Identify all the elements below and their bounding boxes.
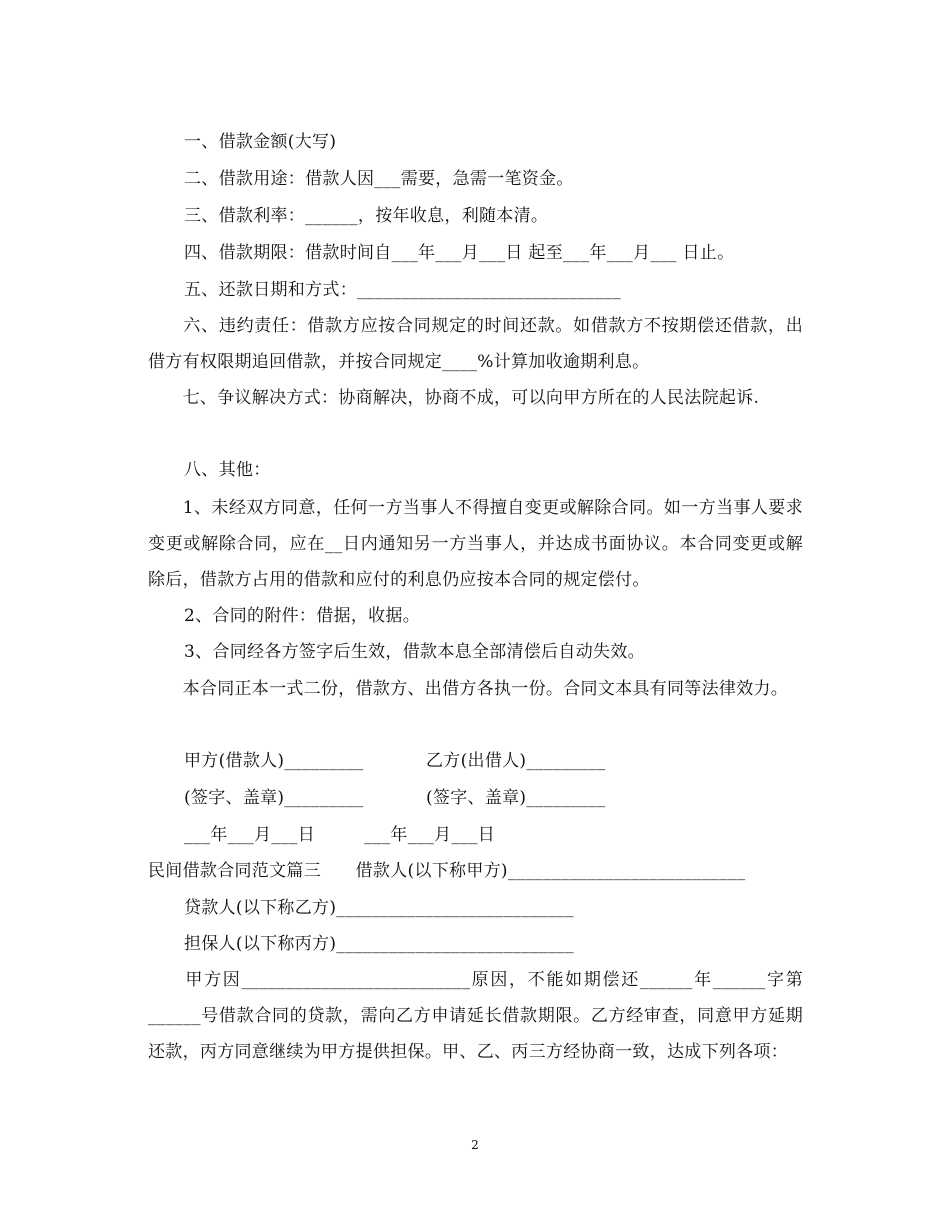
- clause-repayment: 五、还款日期和方式：______________________________: [184, 280, 621, 300]
- clause-others-3: 3、合同经各方签字后生效，借款本息全部清偿后自动失效。: [184, 642, 645, 662]
- party-a-signature: 甲方(借款人)_________: [184, 751, 364, 771]
- party-a-seal: (签字、盖章)_________: [184, 788, 364, 808]
- clause-copies: 本合同正本一式二份，借款方、出借方各执一份。合同文本具有同等法律效力。: [148, 679, 789, 699]
- party-b-date: ___年___月___日: [364, 825, 496, 845]
- clause-others-2: 2、合同的附件：借据，收据。: [184, 606, 421, 626]
- section-three-heading: 民间借款合同范文篇三 借款人(以下称甲方)___________________________: [148, 861, 746, 881]
- lender-line: 贷款人(以下称乙方)___________________________: [184, 898, 574, 918]
- guarantor-line: 担保人(以下称丙方)___________________________: [184, 934, 574, 954]
- party-b-seal: (签字、盖章)_________: [426, 788, 606, 808]
- page-number: 2: [471, 1138, 479, 1152]
- clause-loan-purpose: 二、借款用途：借款人因___需要，急需一笔资金。: [184, 169, 574, 189]
- clause-interest-rate: 三、借款利率：______，按年收息，利随本清。: [184, 206, 549, 226]
- clause-loan-amount: 一、借款金额(大写): [184, 132, 337, 152]
- party-b-signature: 乙方(出借人)_________: [426, 751, 606, 771]
- clause-dispute: 七、争议解决方式：协商解决，协商不成，可以向甲方所在的人民法院起诉.: [148, 388, 760, 408]
- clause-breach: 六、违约责任：借款方应按合同规定的时间还款。如借款方不按期偿还借款，出借方有权限期追回借款，并按合同规定____%计算加收逾期利息。: [148, 316, 803, 372]
- clause-others-heading: 八、其他：: [184, 460, 271, 480]
- clause-loan-term: 四、借款期限：借款时间自___年___月___日 起至___年___月___ 日止。: [184, 243, 735, 263]
- extension-paragraph: 甲方因__________________________原因，不能如期偿还______年______字第______号借款合同的贷款，需向乙方申请延长借款期限。乙方经审查，同意甲方延期还款，丙方同意继续为甲方提供担保。甲、乙、丙三方经协商一致，达成下列各项：: [148, 970, 803, 1062]
- clause-others-1: 1、未经双方同意，任何一方当事人不得擅自变更或解除合同。如一方当事人要求变更或解除合同，应在__日内通知另一方当事人，并达成书面协议。本合同变更或解除后，借款方占用的借款和应付的利息仍应按本合同的规定偿付。: [148, 498, 803, 590]
- party-a-date: ___年___月___日: [184, 825, 316, 845]
